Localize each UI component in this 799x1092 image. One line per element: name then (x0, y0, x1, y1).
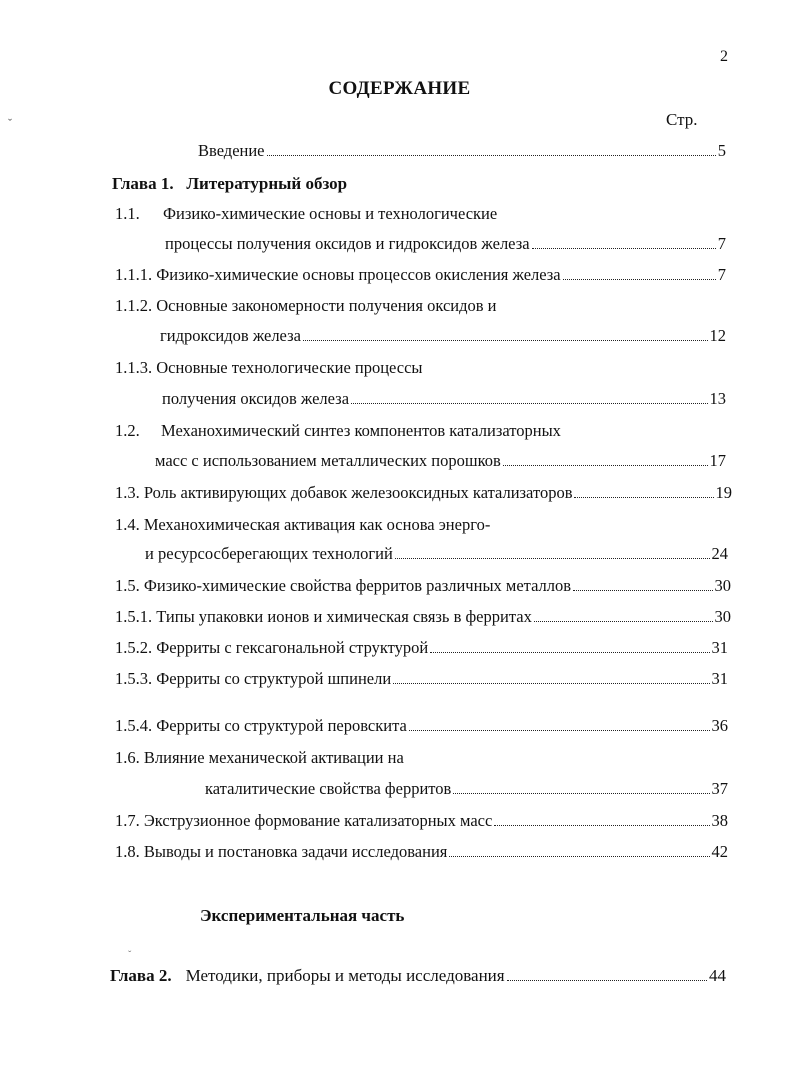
leader-dots (449, 856, 709, 857)
toc-entry-page: 30 (714, 607, 731, 626)
toc-entry-text: Введение (198, 141, 265, 160)
chapter-label: Глава 1. (112, 174, 174, 193)
toc-entry-page: 44 (709, 966, 726, 985)
toc-entry-page: 13 (709, 389, 726, 408)
toc-entry-page: 7 (717, 234, 726, 253)
toc-entry-1-1-3[interactable] (162, 389, 726, 411)
leader-dots (395, 558, 710, 559)
leader-dots (453, 793, 709, 794)
toc-entry-page: 17 (709, 451, 726, 470)
toc-entry-text: 1.5.1. Типы упаковки ионов и химическая связь в ферритах (115, 607, 532, 626)
toc-entry-1-2-line1: 1.2. Механохимический синтез компонентов катализаторных (115, 421, 561, 440)
toc-entry-1-5-2[interactable] (115, 638, 728, 660)
leader-dots (351, 403, 707, 404)
toc-entry-1-3[interactable] (115, 483, 732, 505)
toc-entry-1-5-3[interactable] (115, 669, 728, 691)
toc-entry-1-5-1[interactable] (115, 607, 731, 629)
chapter-label: Глава 2. (110, 966, 172, 985)
toc-entry-1-5[interactable] (115, 576, 731, 598)
leader-dots (534, 621, 713, 622)
toc-entry-text: 1.5. Физико-химические свойства ферритов различных металлов (115, 576, 572, 595)
toc-entry-1-4-line1: 1.4. Механохимическая активация как основа энерго- (115, 515, 491, 534)
toc-entry-text: 1.5.2. Ферриты с гексагональной структурой (115, 638, 429, 657)
toc-entry-1-4[interactable] (145, 544, 728, 566)
leader-dots (430, 652, 709, 653)
toc-entry-page: 31 (711, 638, 728, 657)
toc-entry-text: процессы получения оксидов и гидроксидов железа (165, 234, 530, 253)
experimental-part-heading: Экспериментальная часть (200, 906, 405, 925)
leader-dots (494, 825, 709, 826)
toc-entry-text: получения оксидов железа (162, 389, 350, 408)
toc-entry-1-1[interactable] (165, 234, 726, 256)
leader-dots (574, 497, 713, 498)
leader-dots (563, 279, 716, 280)
toc-entry-page: 37 (711, 779, 728, 798)
toc-entry-intro[interactable] (198, 141, 726, 163)
toc-entry-page: 38 (711, 811, 728, 830)
toc-entry-1-1-2[interactable] (160, 326, 726, 348)
leader-dots (303, 340, 708, 341)
toc-entry-text: масс с использованием металлических порошков (155, 451, 501, 470)
toc-entry-text: 1.8. Выводы и постановка задачи исследования (115, 842, 448, 861)
chapter-title: Литературный обзор (186, 174, 348, 193)
toc-entry-page: 12 (709, 326, 726, 345)
leader-dots (409, 730, 710, 731)
page-number: 2 (720, 48, 728, 65)
leader-dots (267, 155, 716, 156)
toc-entry-text: Методики, приборы и методы исследования (185, 966, 505, 985)
toc-entry-text: каталитические свойства ферритов (205, 779, 452, 798)
toc-entry-text: гидроксидов железа (160, 326, 301, 345)
toc-entry-page: 30 (714, 576, 731, 595)
leader-dots (573, 590, 712, 591)
toc-entry-1-7[interactable] (115, 811, 728, 833)
toc-entry-page: 42 (711, 842, 728, 861)
toc-entry-text: 1.1.1. Физико-химические основы процессов окисления железа (115, 265, 561, 284)
leader-dots (503, 465, 708, 466)
toc-entry-1-1-1[interactable] (115, 265, 726, 287)
toc-entry-1-1-line1: 1.1. Физико-химические основы и технологические (115, 204, 498, 223)
toc-entry-page: 36 (711, 716, 728, 735)
toc-entry-page: 31 (711, 669, 728, 688)
page-column-label: Стр. (666, 110, 698, 129)
toc-entry-page: 24 (711, 544, 728, 563)
scan-speck: ˇ (128, 950, 132, 961)
page-title: СОДЕРЖАНИЕ (328, 78, 471, 99)
toc-entry-1-6[interactable] (205, 779, 728, 801)
leader-dots (507, 980, 707, 981)
toc-entry-text: 1.5.4. Ферриты со структурой перовскита (115, 716, 407, 735)
toc-entry-chapter-2[interactable] (110, 966, 726, 988)
margin-mark: ˇ (8, 116, 12, 130)
toc-entry-1-2[interactable] (155, 451, 726, 473)
toc-entry-text: и ресурсосберегающих технологий (145, 544, 393, 563)
leader-dots (393, 683, 709, 684)
toc-entry-1-8[interactable] (115, 842, 728, 864)
toc-entry-text: 1.5.3. Ферриты со структурой шпинели (115, 669, 392, 688)
toc-entry-page: 7 (717, 265, 726, 284)
toc-entry-1-1-2-line1: 1.1.2. Основные закономерности получения оксидов и (115, 296, 497, 315)
toc-entry-1-1-3-line1: 1.1.3. Основные технологические процессы (115, 358, 423, 377)
toc-entry-page: 19 (715, 483, 732, 502)
toc-entry-1-5-4[interactable] (115, 716, 728, 738)
chapter-1-heading (112, 174, 347, 194)
leader-dots (532, 248, 716, 249)
toc-entry-1-6-line1: 1.6. Влияние механической активации на (115, 748, 404, 767)
toc-entry-text: 1.3. Роль активирующих добавок железооксидных катализаторов (115, 483, 573, 502)
toc-entry-text: 1.7. Экструзионное формование катализаторных масс (115, 811, 493, 830)
toc-entry-page: 5 (717, 141, 726, 160)
